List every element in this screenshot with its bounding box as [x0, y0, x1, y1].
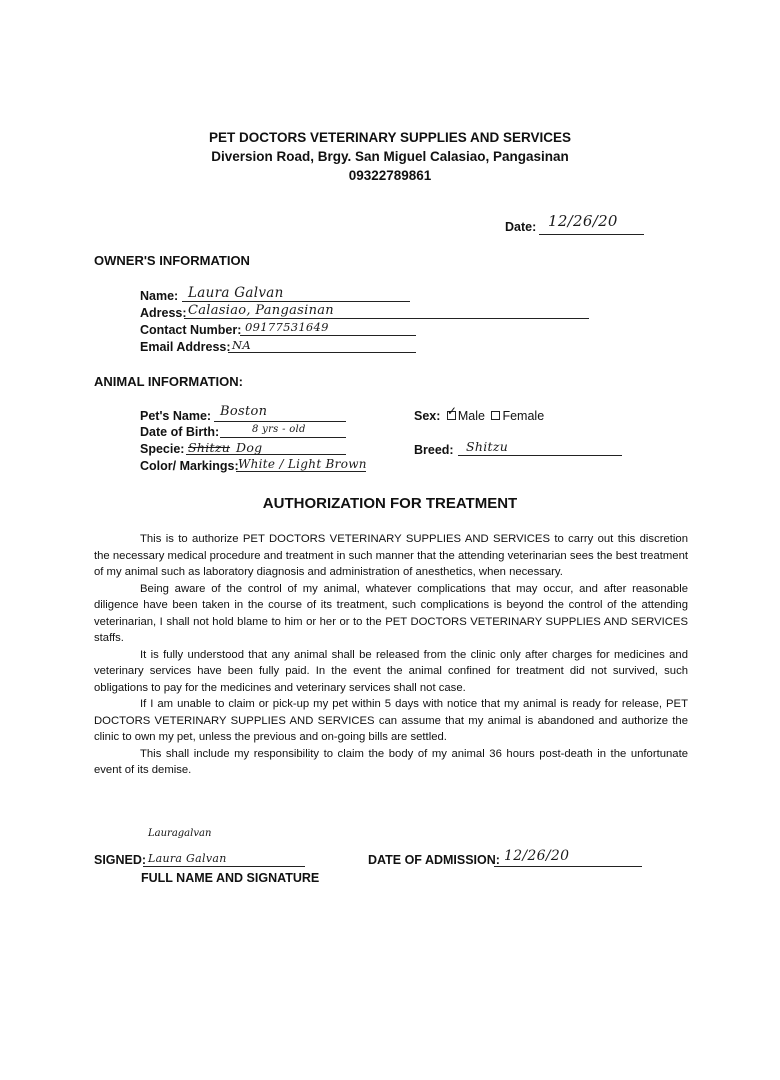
admission-date-value: 12/26/20	[504, 848, 570, 864]
dob-line	[220, 437, 346, 438]
owner-contact-label: Contact Number:	[140, 323, 242, 337]
authorization-body	[94, 531, 688, 779]
owner-address-label: Adress:	[140, 306, 187, 320]
dob-label: Date of Birth:	[140, 425, 220, 439]
signed-line	[143, 866, 305, 867]
male-checkbox[interactable]	[447, 411, 456, 420]
breed-line	[458, 455, 622, 456]
owner-name-line	[182, 301, 410, 302]
authorization-paragraph: It is fully understood that any animal shall be released from the clinic only after charges for medicines and veterinary services have been fully paid. In the event the animal confined for treatment did not survived, such obligations to pay for the medicines and veterinary services shall not case.	[94, 648, 688, 694]
breed-label: Breed:	[414, 443, 454, 457]
company-address: Diversion Road, Brgy. San Miguel Calasiao, Pangasinan	[211, 149, 569, 164]
owner-name-value: Laura Galvan	[188, 285, 284, 301]
specie-struck-value: Shitzu	[188, 440, 231, 455]
sex-label: Sex:	[414, 409, 441, 423]
owner-contact-value: 09177531649	[245, 320, 329, 334]
signed-value: Laura Galvan	[148, 852, 227, 865]
pet-name-line	[214, 421, 346, 422]
pet-name-label: Pet's Name:	[140, 409, 212, 423]
specie-label: Specie:	[140, 442, 185, 456]
owner-name-label: Name:	[140, 289, 179, 303]
animal-section-title: ANIMAL INFORMATION:	[94, 374, 243, 389]
color-line	[236, 471, 366, 472]
color-label: Color/ Markings:	[140, 459, 239, 473]
date-label: Date:	[505, 220, 537, 234]
authorization-title: AUTHORIZATION FOR TREATMENT	[262, 495, 518, 512]
dob-value: 8 yrs - old	[252, 424, 306, 435]
pet-name-value: Boston	[220, 404, 268, 419]
owner-email-label: Email Address:	[140, 340, 231, 354]
date-line	[539, 234, 644, 235]
company-phone: 09322789861	[348, 168, 432, 183]
full-name-signature-label: FULL NAME AND SIGNATURE	[141, 871, 320, 885]
owner-section-title: OWNER'S INFORMATION	[94, 253, 250, 268]
specie-value: Dog	[236, 440, 263, 455]
authorization-paragraph: Being aware of the control of my animal, whatever complications that may occur, and after reasonable diligence have been taken in the course of its treatment, such complications is beyond the control of the attending veterinarian, I shall not hold blame to him or her or to the PET DOCTORS VETERINARY SUPPLIES AND SERVICES staffs.	[94, 582, 688, 644]
admission-date-line	[494, 866, 642, 867]
owner-address-line	[184, 318, 589, 319]
owner-address-value: Calasiao, Pangasinan	[188, 303, 334, 318]
color-value: White / Light Brown	[238, 457, 367, 471]
authorization-paragraph: This is to authorize PET DOCTORS VETERINARY SUPPLIES AND SERVICES to carry out this discretion the necessary medical procedure and treatment in such manner that the attending veterinarian sees the best treatment of my animal such as laboratory diagnosis and administration of anesthetics, when necessary.	[94, 533, 688, 578]
male-label: Male	[457, 409, 485, 423]
authorization-paragraph: This shall include my responsibility to claim the body of my animal 36 hours post-death in the unfortunate event of its demise.	[94, 747, 688, 776]
owner-email-line	[228, 352, 416, 353]
authorization-paragraph: If I am unable to claim or pick-up my pet within 5 days with notice that my animal is ready for release, PET DOCTORS VETERINARY SUPPLIES AND SERVICES can assume that my animal is abandoned and authorize the clinic to own my pet, unless the previous and on-going bills are settled.	[94, 698, 688, 743]
date-value: 12/26/20	[548, 212, 618, 230]
owner-email-value: NA	[232, 338, 251, 352]
admission-date-label: DATE OF ADMISSION:	[368, 853, 500, 867]
signature: Lauragalvan	[148, 828, 212, 839]
female-label: Female	[502, 409, 545, 423]
signed-label: SIGNED:	[94, 853, 147, 867]
owner-contact-line	[240, 335, 416, 336]
sex-field	[414, 409, 544, 423]
breed-value: Shitzu	[466, 439, 509, 454]
female-checkbox[interactable]	[491, 411, 500, 420]
company-name: PET DOCTORS VETERINARY SUPPLIES AND SERVICES	[208, 130, 572, 145]
